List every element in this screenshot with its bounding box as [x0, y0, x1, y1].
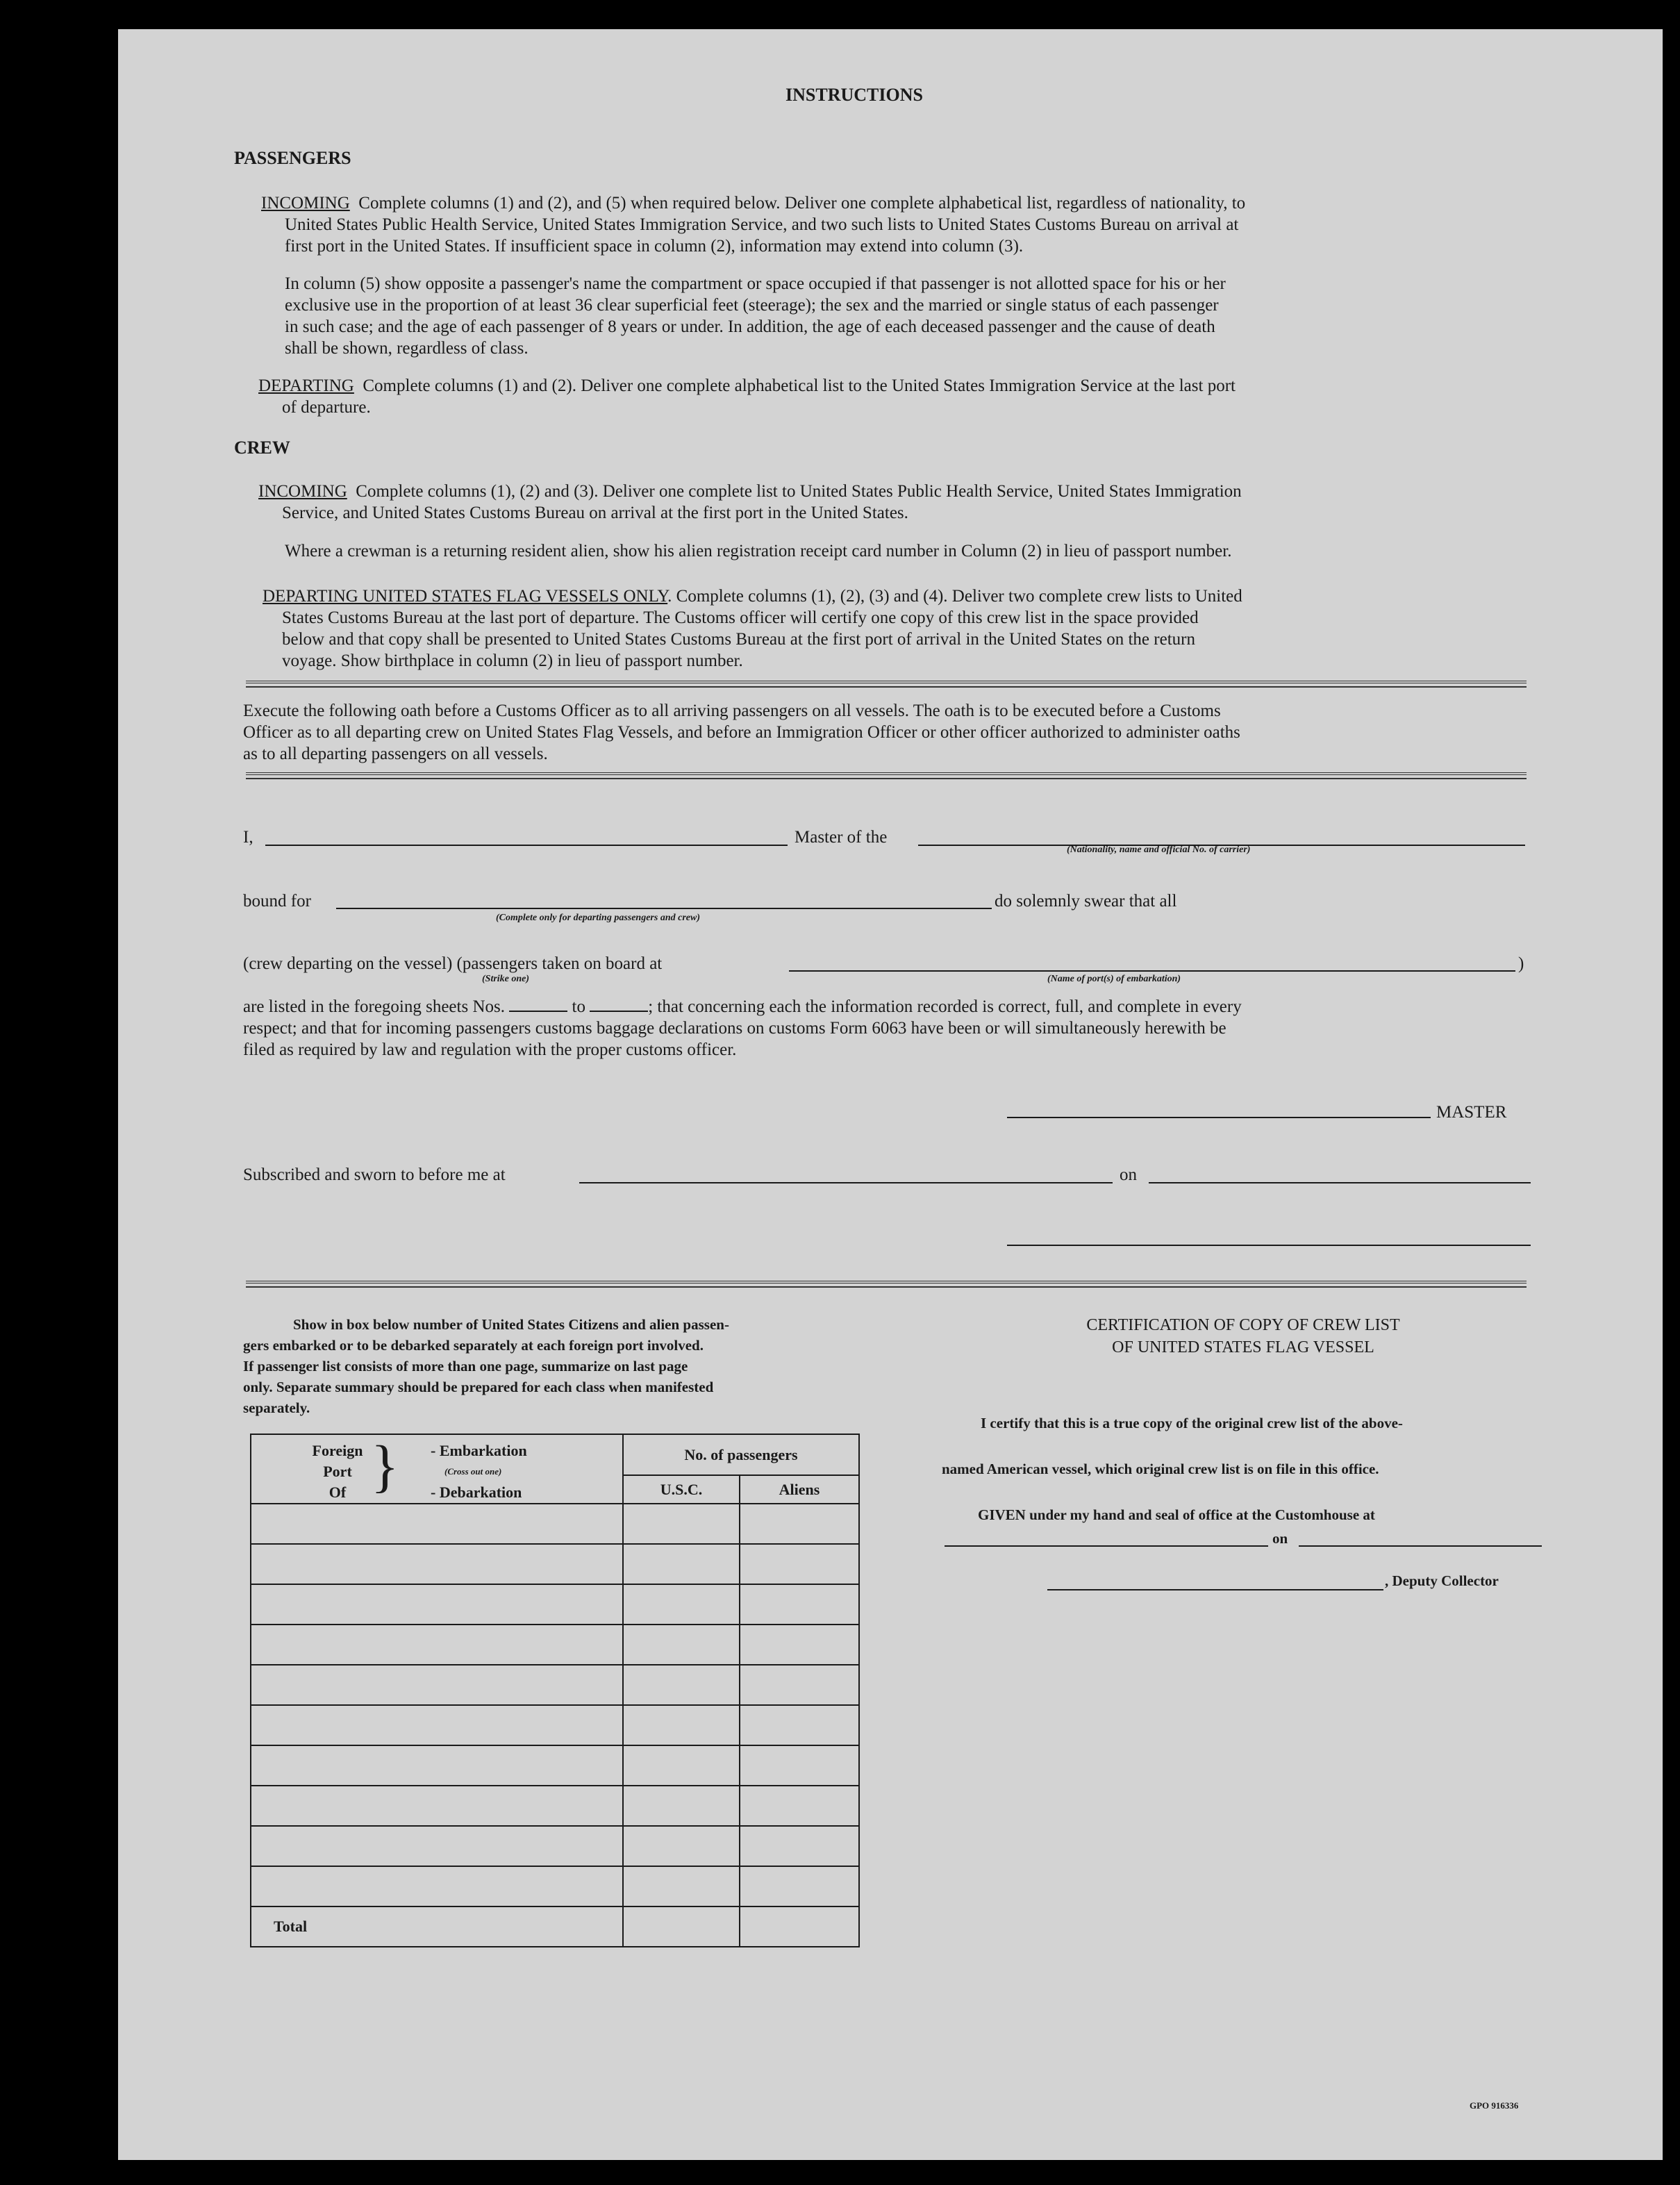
sworn-on-label: on	[1120, 1165, 1137, 1184]
port-cell[interactable]	[251, 1786, 623, 1826]
certification-on-label: on	[1272, 1530, 1288, 1547]
aliens-cell[interactable]	[740, 1705, 859, 1745]
passengers-departing-text-1: Complete columns (1) and (2). Deliver one complete alphabetical list to the United States Immigration Service at the last port	[363, 376, 1236, 395]
sheet-from-field[interactable]	[509, 1011, 567, 1012]
crew-departing	[263, 585, 1242, 672]
passenger-summary-table	[250, 1434, 860, 1947]
passengers-departing-text-2: of departure.	[282, 398, 371, 417]
col5-text-4: shall be shown, regardless of class.	[285, 339, 529, 358]
summary-line-1: Show in box below number of United States Citizens and alien passen-	[293, 1316, 729, 1333]
table-row	[251, 1705, 859, 1745]
certification-line-3: GIVEN under my hand and seal of office at the Customhouse at	[978, 1506, 1375, 1523]
certification-line-1: I certify that this is a true copy of the original crew list of the above-	[981, 1415, 1403, 1431]
summary-line-4: only. Separate summary should be prepared for each class when manifested	[243, 1379, 714, 1395]
oath-intro-line-2: Officer as to all departing crew on United States Flag Vessels, and before an Immigration Officer or other officer authorized to administer oaths	[243, 723, 1240, 742]
port-cell[interactable]	[251, 1544, 623, 1584]
carrier-caption: (Nationality, name and official No. of carrier)	[1067, 845, 1251, 855]
listed-text-2: ; that concerning each the information recorded is correct, full, and complete in every	[648, 997, 1242, 1016]
deputy-collector-label: , Deputy Collector	[1385, 1572, 1499, 1589]
total-usc-cell[interactable]	[623, 1906, 740, 1947]
crew-incoming-label: INCOMING	[258, 482, 347, 501]
passengers-heading: PASSENGERS	[234, 148, 351, 168]
usc-cell[interactable]	[623, 1705, 740, 1745]
subscribed-label: Subscribed and sworn to before me at	[243, 1165, 506, 1184]
port-cell[interactable]	[251, 1665, 623, 1705]
oath-i-label: I,	[243, 828, 253, 847]
deputy-signature-field[interactable]	[1047, 1589, 1383, 1590]
summary-line-2: gers embarked or to be debarked separately at each foreign port involved.	[243, 1337, 704, 1354]
aliens-cell[interactable]	[740, 1544, 859, 1584]
crew-incoming	[258, 481, 1242, 524]
table-row	[251, 1745, 859, 1786]
divider	[246, 772, 1527, 779]
passengers-incoming-text-1: Complete columns (1) and (2), and (5) when required below. Deliver one complete alphabetical list, regardless of nationality, to	[358, 194, 1246, 213]
col5-text-1: In column (5) show opposite a passenger's name the compartment or space occupied if that passenger is not allotted space for his or her	[285, 274, 1226, 293]
ports-caption: (Name of port(s) of embarkation)	[1047, 974, 1181, 984]
aliens-cell[interactable]	[740, 1866, 859, 1906]
crew-incoming-text-2: Service, and United States Customs Bureau on arrival at the first port in the United States.	[282, 504, 908, 522]
summary-instructions	[243, 1314, 854, 1418]
crew-departing-text-3: below and that copy shall be presented to United States Customs Bureau at the first port of arrival in the United States on the return	[282, 630, 1195, 649]
crew-incoming-text-1: Complete columns (1), (2) and (3). Deliver one complete list to United States Public Health Service, United States Immigration	[356, 482, 1242, 501]
usc-cell[interactable]	[623, 1745, 740, 1786]
listed-line-3: filed as required by law and regulation with the proper customs officer.	[243, 1040, 737, 1059]
sheet-to-field[interactable]	[590, 1011, 648, 1012]
swear-label: do solemnly swear that all	[995, 892, 1177, 911]
passengers-incoming-text-2: United States Public Health Service, United States Immigration Service, and two such lists to United States Customs Bureau on arrival at	[285, 215, 1239, 234]
table-row	[251, 1826, 859, 1866]
passengers-departing-label: DEPARTING	[258, 376, 354, 395]
table-row	[251, 1504, 859, 1544]
divider	[246, 681, 1527, 688]
aliens-cell[interactable]	[740, 1786, 859, 1826]
usc-cell[interactable]	[623, 1504, 740, 1544]
certification-title-1: CERTIFICATION OF COPY OF CREW LIST	[1086, 1316, 1400, 1334]
aliens-cell[interactable]	[740, 1584, 859, 1625]
aliens-cell[interactable]	[740, 1504, 859, 1544]
brace-glyph: }	[371, 1434, 399, 1499]
usc-cell[interactable]	[623, 1786, 740, 1826]
foreign-label: Foreign	[312, 1442, 363, 1459]
col5-text-3: in such case; and the age of each passenger of 8 years or under. In addition, the age of each deceased passenger and the cause of death	[285, 317, 1215, 336]
master-label: MASTER	[1436, 1103, 1507, 1122]
listed-line-2: respect; and that for incoming passengers customs baggage declarations on customs Form 6063 have been or will simultaneously herewith be	[243, 1019, 1226, 1038]
oath-intro	[243, 700, 1240, 765]
usc-cell[interactable]	[623, 1665, 740, 1705]
aliens-cell[interactable]	[740, 1665, 859, 1705]
usc-cell[interactable]	[623, 1625, 740, 1665]
summary-line-3: If passenger list consists of more than one page, summarize on last page	[243, 1358, 688, 1374]
usc-cell[interactable]	[623, 1544, 740, 1584]
crew-heading: CREW	[234, 438, 290, 458]
crew-passengers-label: (crew departing on the vessel) (passengers taken on board at	[243, 954, 663, 973]
foreign-port-header	[251, 1434, 623, 1504]
certification-title	[945, 1314, 1542, 1359]
officer-signature-field[interactable]	[1007, 1245, 1531, 1246]
debarkation-label: - Debarkation	[431, 1484, 522, 1501]
certification-line-2: named American vessel, which original crew list is on file in this office.	[942, 1461, 1379, 1477]
certification-date-field[interactable]	[1299, 1545, 1542, 1547]
crew-resident-text: Where a crewman is a returning resident alien, show his alien registration receipt card number in Column (2) in lieu of passport number.	[285, 542, 1232, 560]
master-name-field[interactable]	[265, 845, 788, 846]
port-cell[interactable]	[251, 1866, 623, 1906]
col5-text-2: exclusive use in the proportion of at least 36 clear superficial feet (steerage); the sex and the married or single status of each passenger	[285, 296, 1219, 315]
sworn-place-field[interactable]	[579, 1182, 1113, 1183]
gpo-mark: GPO 916336	[1470, 2100, 1519, 2111]
table-row	[251, 1584, 859, 1625]
bound-for-label: bound for	[243, 892, 311, 911]
listed-line-1	[243, 996, 1242, 1017]
usc-cell[interactable]	[623, 1826, 740, 1866]
passengers-incoming-label: INCOMING	[261, 194, 350, 213]
of-label: Of	[328, 1484, 347, 1501]
table-row	[251, 1866, 859, 1906]
port-cell[interactable]	[251, 1625, 623, 1665]
certification-title-2: OF UNITED STATES FLAG VESSEL	[1112, 1338, 1374, 1356]
crew-departing-label: DEPARTING UNITED STATES FLAG VESSELS ONLY	[263, 587, 668, 606]
certification-text	[942, 1400, 1546, 1538]
total-row	[251, 1906, 859, 1947]
usc-cell[interactable]	[623, 1866, 740, 1906]
summary-line-5: separately.	[243, 1399, 310, 1416]
master-signature-field[interactable]	[1007, 1117, 1431, 1118]
passengers-incoming	[261, 192, 1245, 257]
sworn-date-field[interactable]	[1149, 1182, 1531, 1183]
cross-out-caption: (Cross out one)	[444, 1466, 502, 1477]
embarkation-label: - Embarkation	[431, 1442, 527, 1459]
crew-departing-text-4: voyage. Show birthplace in column (2) in lieu of passport number.	[282, 651, 743, 670]
usc-header: U.S.C.	[623, 1475, 740, 1504]
usc-cell[interactable]	[623, 1584, 740, 1625]
table-row	[251, 1786, 859, 1826]
table-row	[251, 1665, 859, 1705]
table-row	[251, 1625, 859, 1665]
aliens-header: Aliens	[740, 1475, 859, 1504]
table-row	[251, 1544, 859, 1584]
oath-intro-line-1: Execute the following oath before a Customs Officer as to all arriving passengers on all vessels. The oath is to be executed before a Customs	[243, 701, 1221, 720]
no-passengers-header: No. of passengers	[623, 1434, 859, 1475]
listed-to: to	[572, 997, 585, 1016]
aliens-cell[interactable]	[740, 1745, 859, 1786]
divider	[246, 1281, 1527, 1288]
listed-text-1: are listed in the foregoing sheets Nos.	[243, 997, 505, 1016]
port-cell[interactable]	[251, 1705, 623, 1745]
total-label: Total	[251, 1906, 623, 1947]
passengers-column5	[285, 273, 1226, 359]
bound-for-field[interactable]	[336, 908, 992, 909]
passengers-incoming-text-3: first port in the United States. If insufficient space in column (2), information may extend into column (3).	[285, 237, 1024, 256]
passengers-departing	[258, 375, 1236, 418]
close-paren: )	[1518, 954, 1524, 973]
crew-departing-text-2: States Customs Bureau at the last port of departure. The Customs officer will certify one copy of this crew list in the space provided	[282, 608, 1199, 627]
port-cell[interactable]	[251, 1584, 623, 1625]
customhouse-field[interactable]	[945, 1545, 1268, 1547]
ports-field[interactable]	[789, 970, 1515, 972]
port-cell[interactable]	[251, 1504, 623, 1544]
port-cell[interactable]	[251, 1745, 623, 1786]
aliens-cell[interactable]	[740, 1625, 859, 1665]
aliens-cell[interactable]	[740, 1826, 859, 1866]
page-title: INSTRUCTIONS	[785, 85, 923, 105]
crew-departing-text-1: . Complete columns (1), (2), (3) and (4). Deliver two complete crew lists to United	[667, 587, 1242, 606]
total-aliens-cell[interactable]	[740, 1906, 859, 1947]
port-label: Port	[323, 1463, 352, 1480]
oath-intro-line-3: as to all departing passengers on all vessels.	[243, 745, 548, 763]
strike-one-caption: (Strike one)	[482, 974, 530, 984]
port-cell[interactable]	[251, 1826, 623, 1866]
bound-caption: (Complete only for departing passengers and crew)	[496, 913, 700, 923]
master-of-the-label: Master of the	[795, 828, 888, 847]
